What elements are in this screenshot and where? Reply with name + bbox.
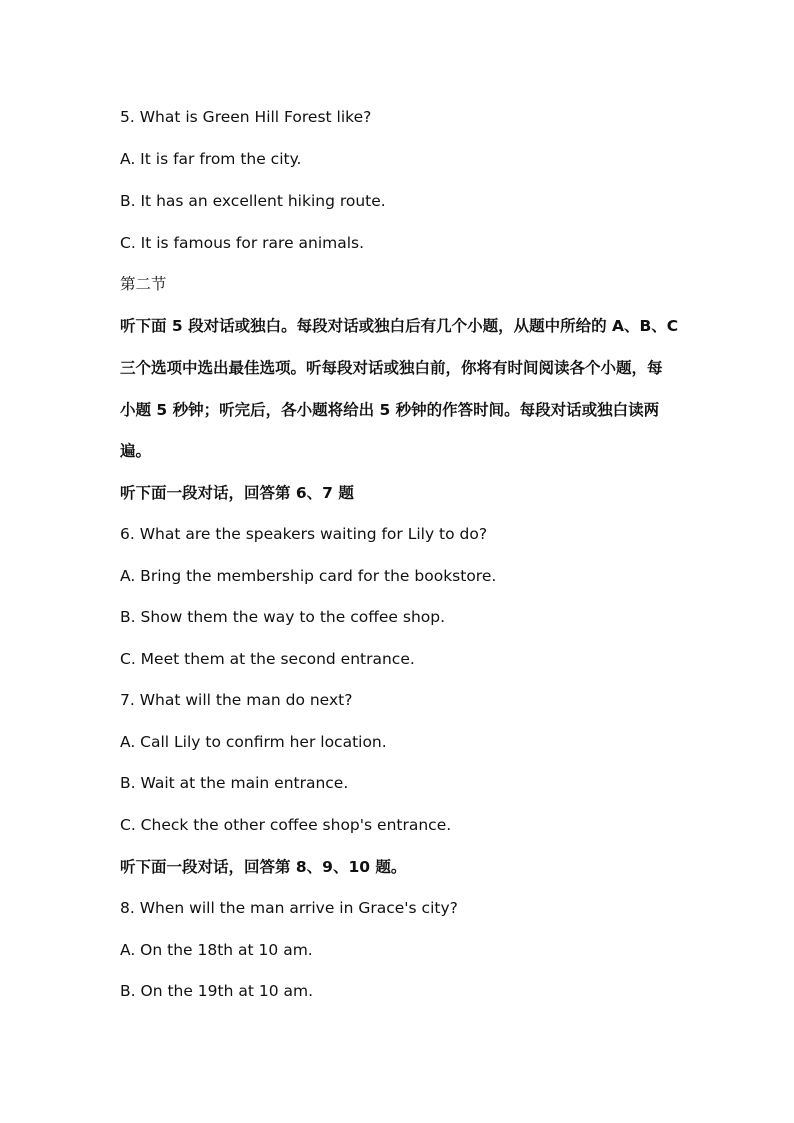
question-5: 5. What is Green Hill Forest like? bbox=[120, 108, 372, 126]
question-7: 7. What will the man do next? bbox=[120, 691, 353, 709]
question-8-option-a: A. On the 18th at 10 am. bbox=[120, 941, 313, 959]
instructions-line-3: 小题 5 秒钟；听完后，各小题将给出 5 秒钟的作答时间。每段对话或独白读两 bbox=[120, 401, 660, 419]
instructions-line-2: 三个选项中选出最佳选项。听每段对话或独白前，你将有时间阅读各个小题，每 bbox=[120, 359, 663, 377]
section-heading: 第二节 bbox=[120, 275, 167, 293]
dialogue-instruction-8-10: 听下面一段对话，回答第 8、9、10 题。 bbox=[120, 858, 407, 876]
question-5-option-b: B. It has an excellent hiking route. bbox=[120, 192, 386, 210]
question-8-option-b: B. On the 19th at 10 am. bbox=[120, 982, 314, 1000]
question-5-option-a: A. It is far from the city. bbox=[120, 150, 302, 168]
instructions-line-4: 遍。 bbox=[120, 442, 152, 460]
dialogue-instruction-6-7: 听下面一段对话，回答第 6、7 题 bbox=[120, 484, 354, 502]
question-6-option-c: C. Meet them at the second entrance. bbox=[120, 650, 415, 668]
question-7-option-c: C. Check the other coffee shop's entrance. bbox=[120, 816, 452, 834]
question-7-option-b: B. Wait at the main entrance. bbox=[120, 774, 349, 792]
question-8: 8. When will the man arrive in Grace's city? bbox=[120, 899, 458, 917]
question-5-option-c: C. It is famous for rare animals. bbox=[120, 234, 365, 252]
question-6-option-b: B. Show them the way to the coffee shop. bbox=[120, 608, 446, 626]
question-6: 6. What are the speakers waiting for Lily to do? bbox=[120, 525, 488, 543]
instructions-line-1: 听下面 5 段对话或独白。每段对话或独白后有几个小题，从题中所给的 A、B、C bbox=[120, 317, 679, 335]
question-7-option-a: A. Call Lily to confirm her location. bbox=[120, 733, 387, 751]
question-6-option-a: A. Bring the membership card for the bookstore. bbox=[120, 567, 497, 585]
